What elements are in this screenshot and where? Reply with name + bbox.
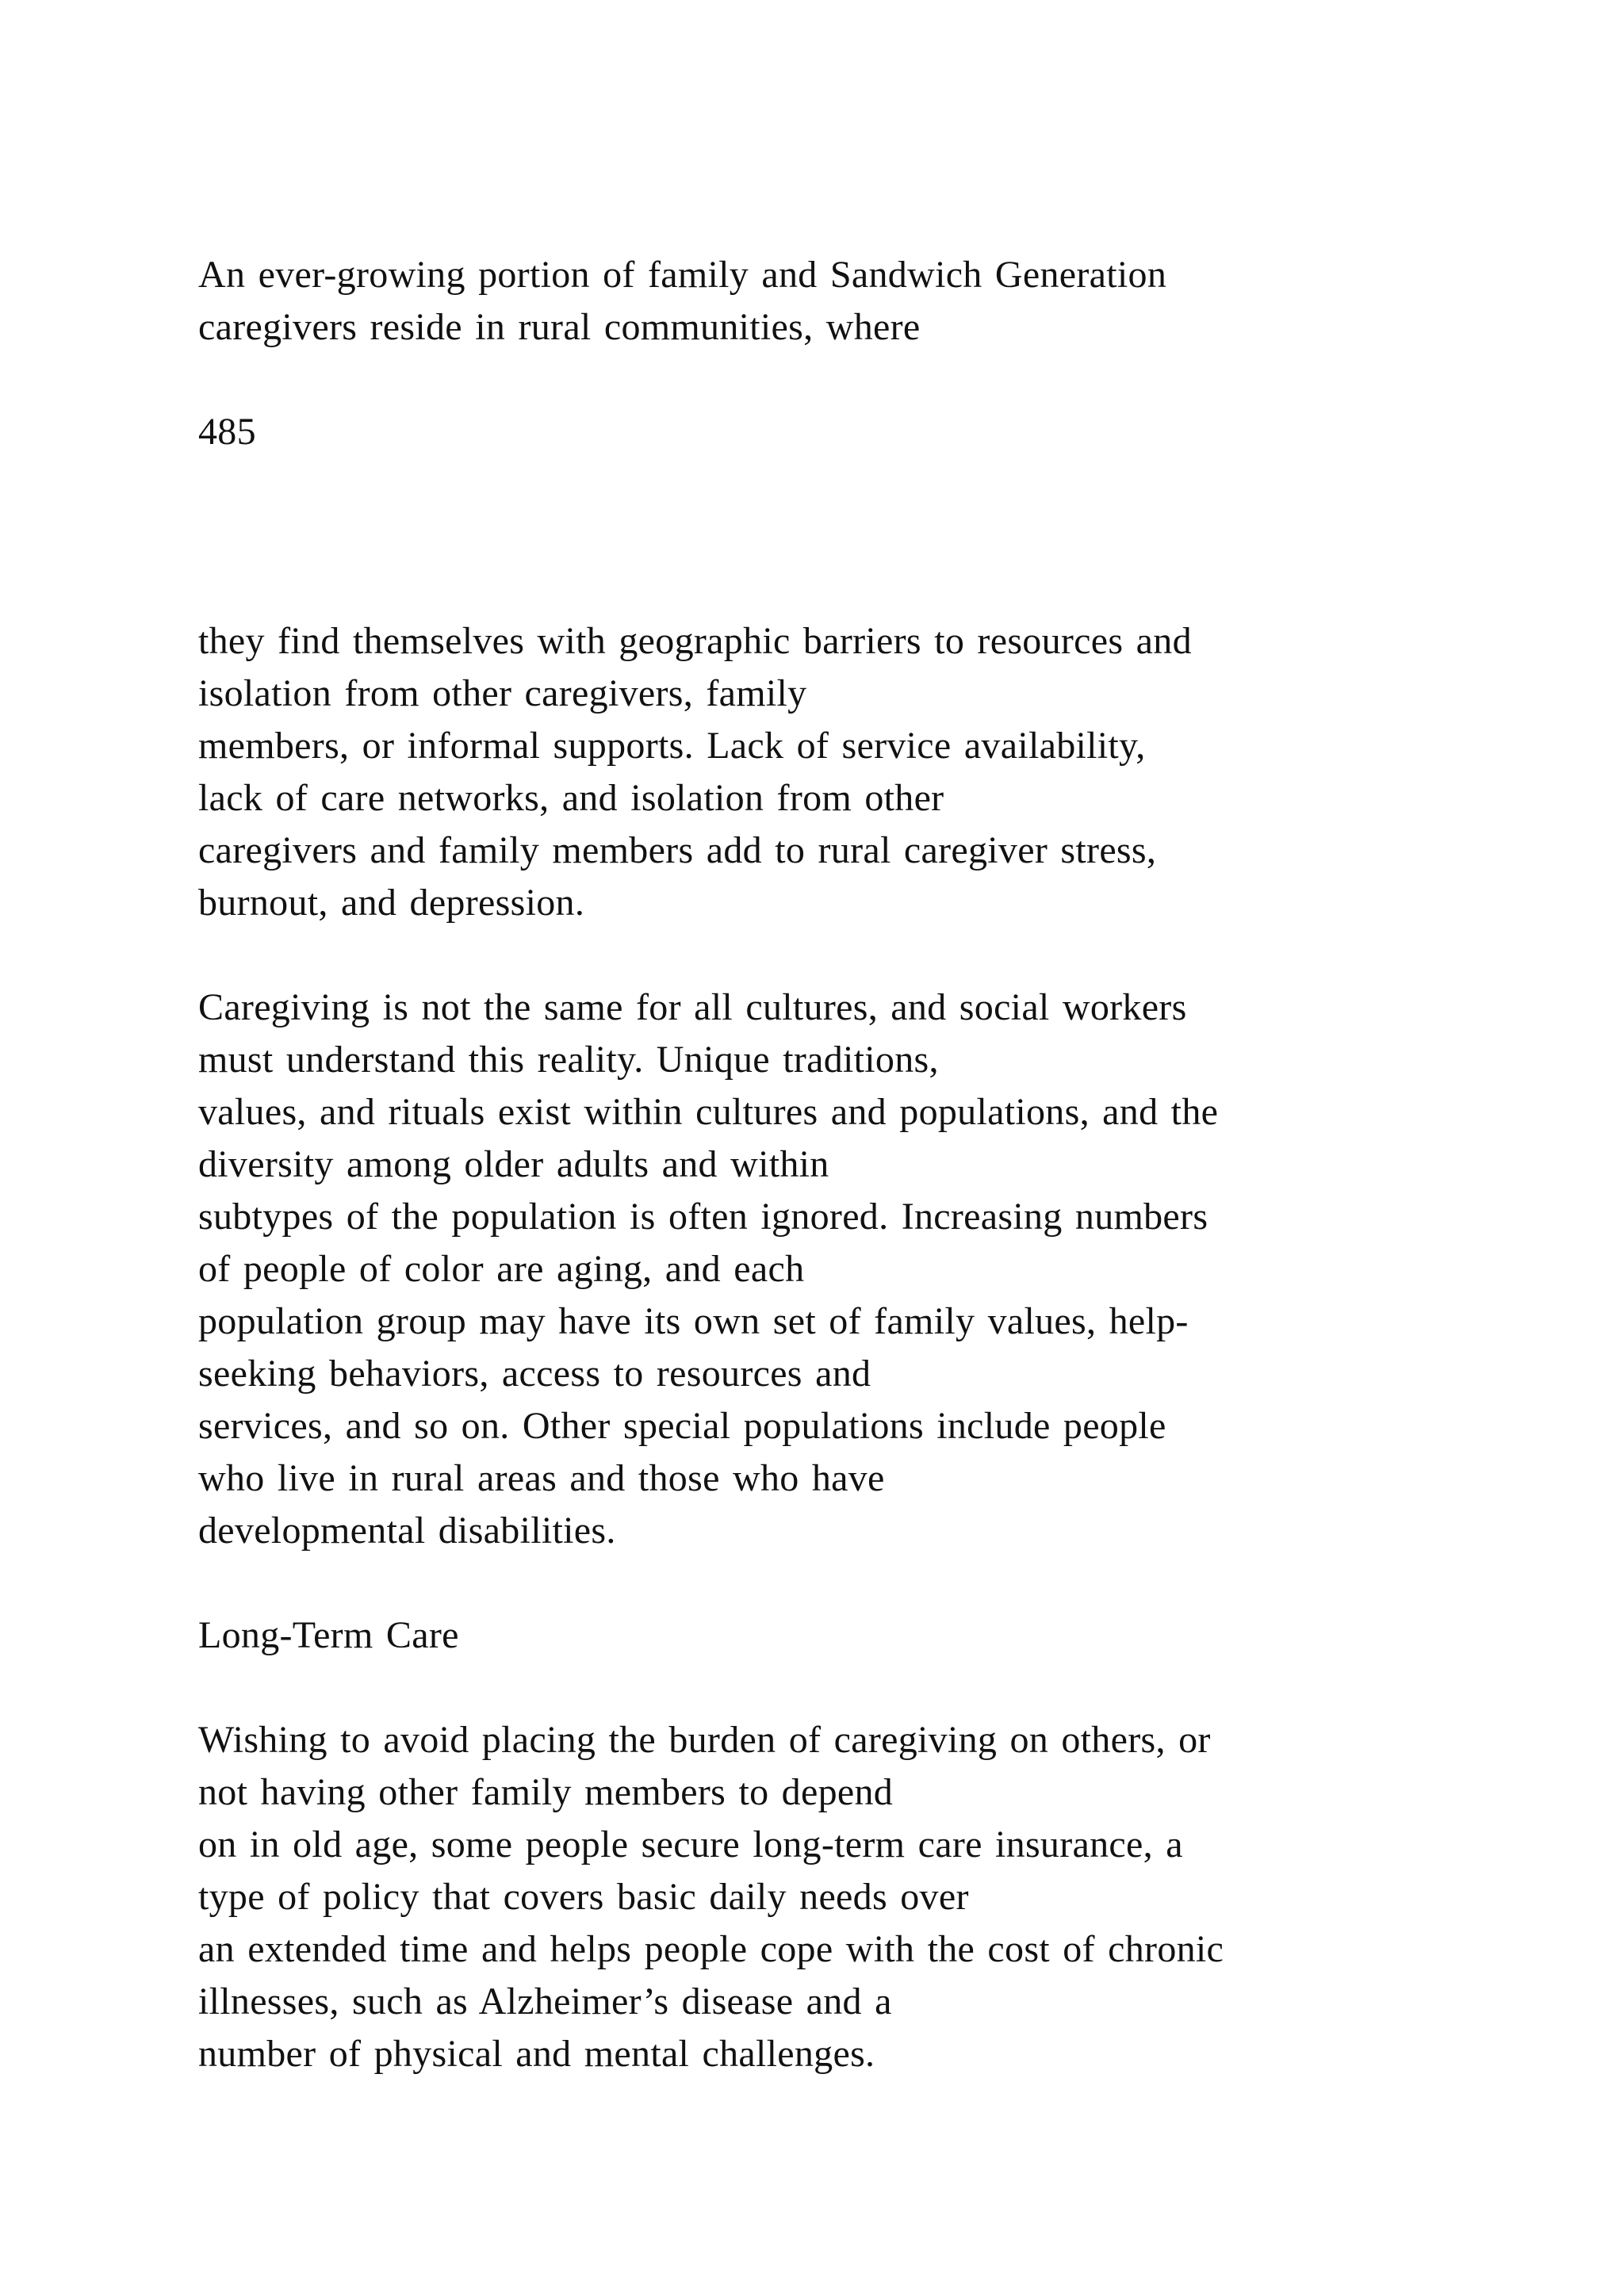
text-line: on in old age, some people secure long-term care insurance, a (198, 1823, 1183, 1866)
text-line: not having other family members to depend (198, 1771, 894, 1813)
text-line: lack of care networks, and isolation from other (198, 777, 944, 819)
text-line: illnesses, such as Alzheimer’s disease and a (198, 1980, 892, 2022)
text-line: burnout, and depression. (198, 882, 585, 924)
text-line: they find themselves with geographic barriers to resources and (198, 620, 1192, 662)
text-line: caregivers and family members add to rural caregiver stress, (198, 829, 1157, 871)
text-line: type of policy that covers basic daily needs over (198, 1876, 969, 1918)
text-line: members, or informal supports. Lack of service availability, (198, 725, 1146, 767)
text-line: Wishing to avoid placing the burden of caregiving on others, or (198, 1719, 1211, 1761)
section-heading: Long-Term Care (198, 1614, 459, 1656)
text-line: services, and so on. Other special populations include people (198, 1405, 1166, 1447)
text-line: must understand this reality. Unique traditions, (198, 1039, 939, 1081)
text-line: caregivers reside in rural communities, where (198, 306, 921, 348)
text-line: of people of color are aging, and each (198, 1248, 805, 1290)
page-number: 485 (198, 411, 256, 453)
text-line: population group may have its own set of family values, help- (198, 1300, 1189, 1342)
text-line: number of physical and mental challenges. (198, 2033, 875, 2075)
text-line: an extended time and helps people cope with the cost of chronic (198, 1928, 1224, 1970)
text-line: isolation from other caregivers, family (198, 672, 807, 714)
text-line: subtypes of the population is often ignored. Increasing numbers (198, 1196, 1208, 1238)
text-line: An ever-growing portion of family and Sandwich Generation (198, 254, 1167, 296)
text-line: developmental disabilities. (198, 1510, 616, 1552)
text-line: who live in rural areas and those who have (198, 1457, 885, 1499)
text-line: values, and rituals exist within cultures and populations, and the (198, 1091, 1219, 1133)
text-line: diversity among older adults and within (198, 1143, 829, 1185)
text-line: Caregiving is not the same for all cultures, and social workers (198, 986, 1187, 1028)
text-line: seeking behaviors, access to resources and (198, 1353, 871, 1395)
